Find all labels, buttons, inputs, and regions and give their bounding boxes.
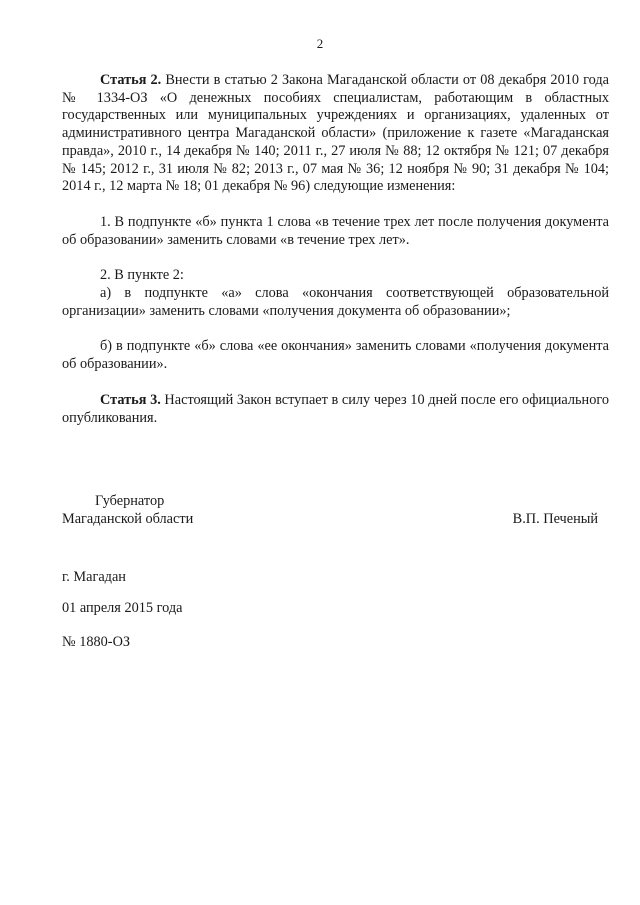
article-3-lead: Статья 3. bbox=[100, 391, 161, 408]
item-2b-paragraph: б) в подпункте «б» слова «ее окончания» заменить словами «получения документа об образовании». bbox=[62, 338, 609, 373]
footer-date: 01 апреля 2015 года bbox=[62, 600, 183, 616]
page-number: 2 bbox=[316, 36, 324, 51]
article-2-lead: Статья 2. bbox=[100, 72, 162, 88]
signature-title-line2: Магаданской области bbox=[62, 510, 194, 527]
article-2-paragraph bbox=[62, 72, 609, 196]
item-2a-paragraph: а) в подпункте «а» слова «окончания соответствующей образовательной организации» заменить словами «получения документа об образовании»; bbox=[62, 285, 609, 319]
footer-number: № 1880-ОЗ bbox=[62, 634, 131, 650]
signature-block bbox=[62, 493, 598, 528]
signature-title-line1: Губернатор bbox=[95, 493, 165, 509]
article-3-paragraph bbox=[62, 392, 609, 427]
document-body bbox=[62, 72, 609, 427]
signature-row bbox=[62, 511, 598, 529]
item-2-heading: 2. В пункте 2: bbox=[100, 267, 184, 284]
article-3-text: Настоящий Закон вступает в силу через 10 дней после его официального опубликования. bbox=[62, 391, 609, 426]
footer-city: г. Магадан bbox=[62, 569, 126, 585]
item-1-paragraph: 1. В подпункте «б» пункта 1 слова «в течение трех лет после получения документа об образовании» заменить словами «в течение трех лет». bbox=[62, 213, 609, 248]
article-2-text: Внести в статью 2 Закона Магаданской области от 08 декабря 2010 года № 1334-ОЗ «О денежных пособиях специалистам, работающим в областных государственных или муниципальных учреждениях и организациях, удаленных от административного центра Магаданской области» (приложение к газете «Магаданская правда», 2010 г., 14 декабря № 140; 2011 г., 27 июля № 88; 12 октября № 121; 07 декабря № 145; 2012 г., 31 июля № 82; 2013 г., 07 мая № 36; 12 ноября № 90; 31 декабря № 104; 2014 г., 12 марта № 18; 01 декабря № 96) следующие изменения: bbox=[62, 72, 609, 195]
signature-name: В.П. Печеный bbox=[512, 510, 598, 527]
